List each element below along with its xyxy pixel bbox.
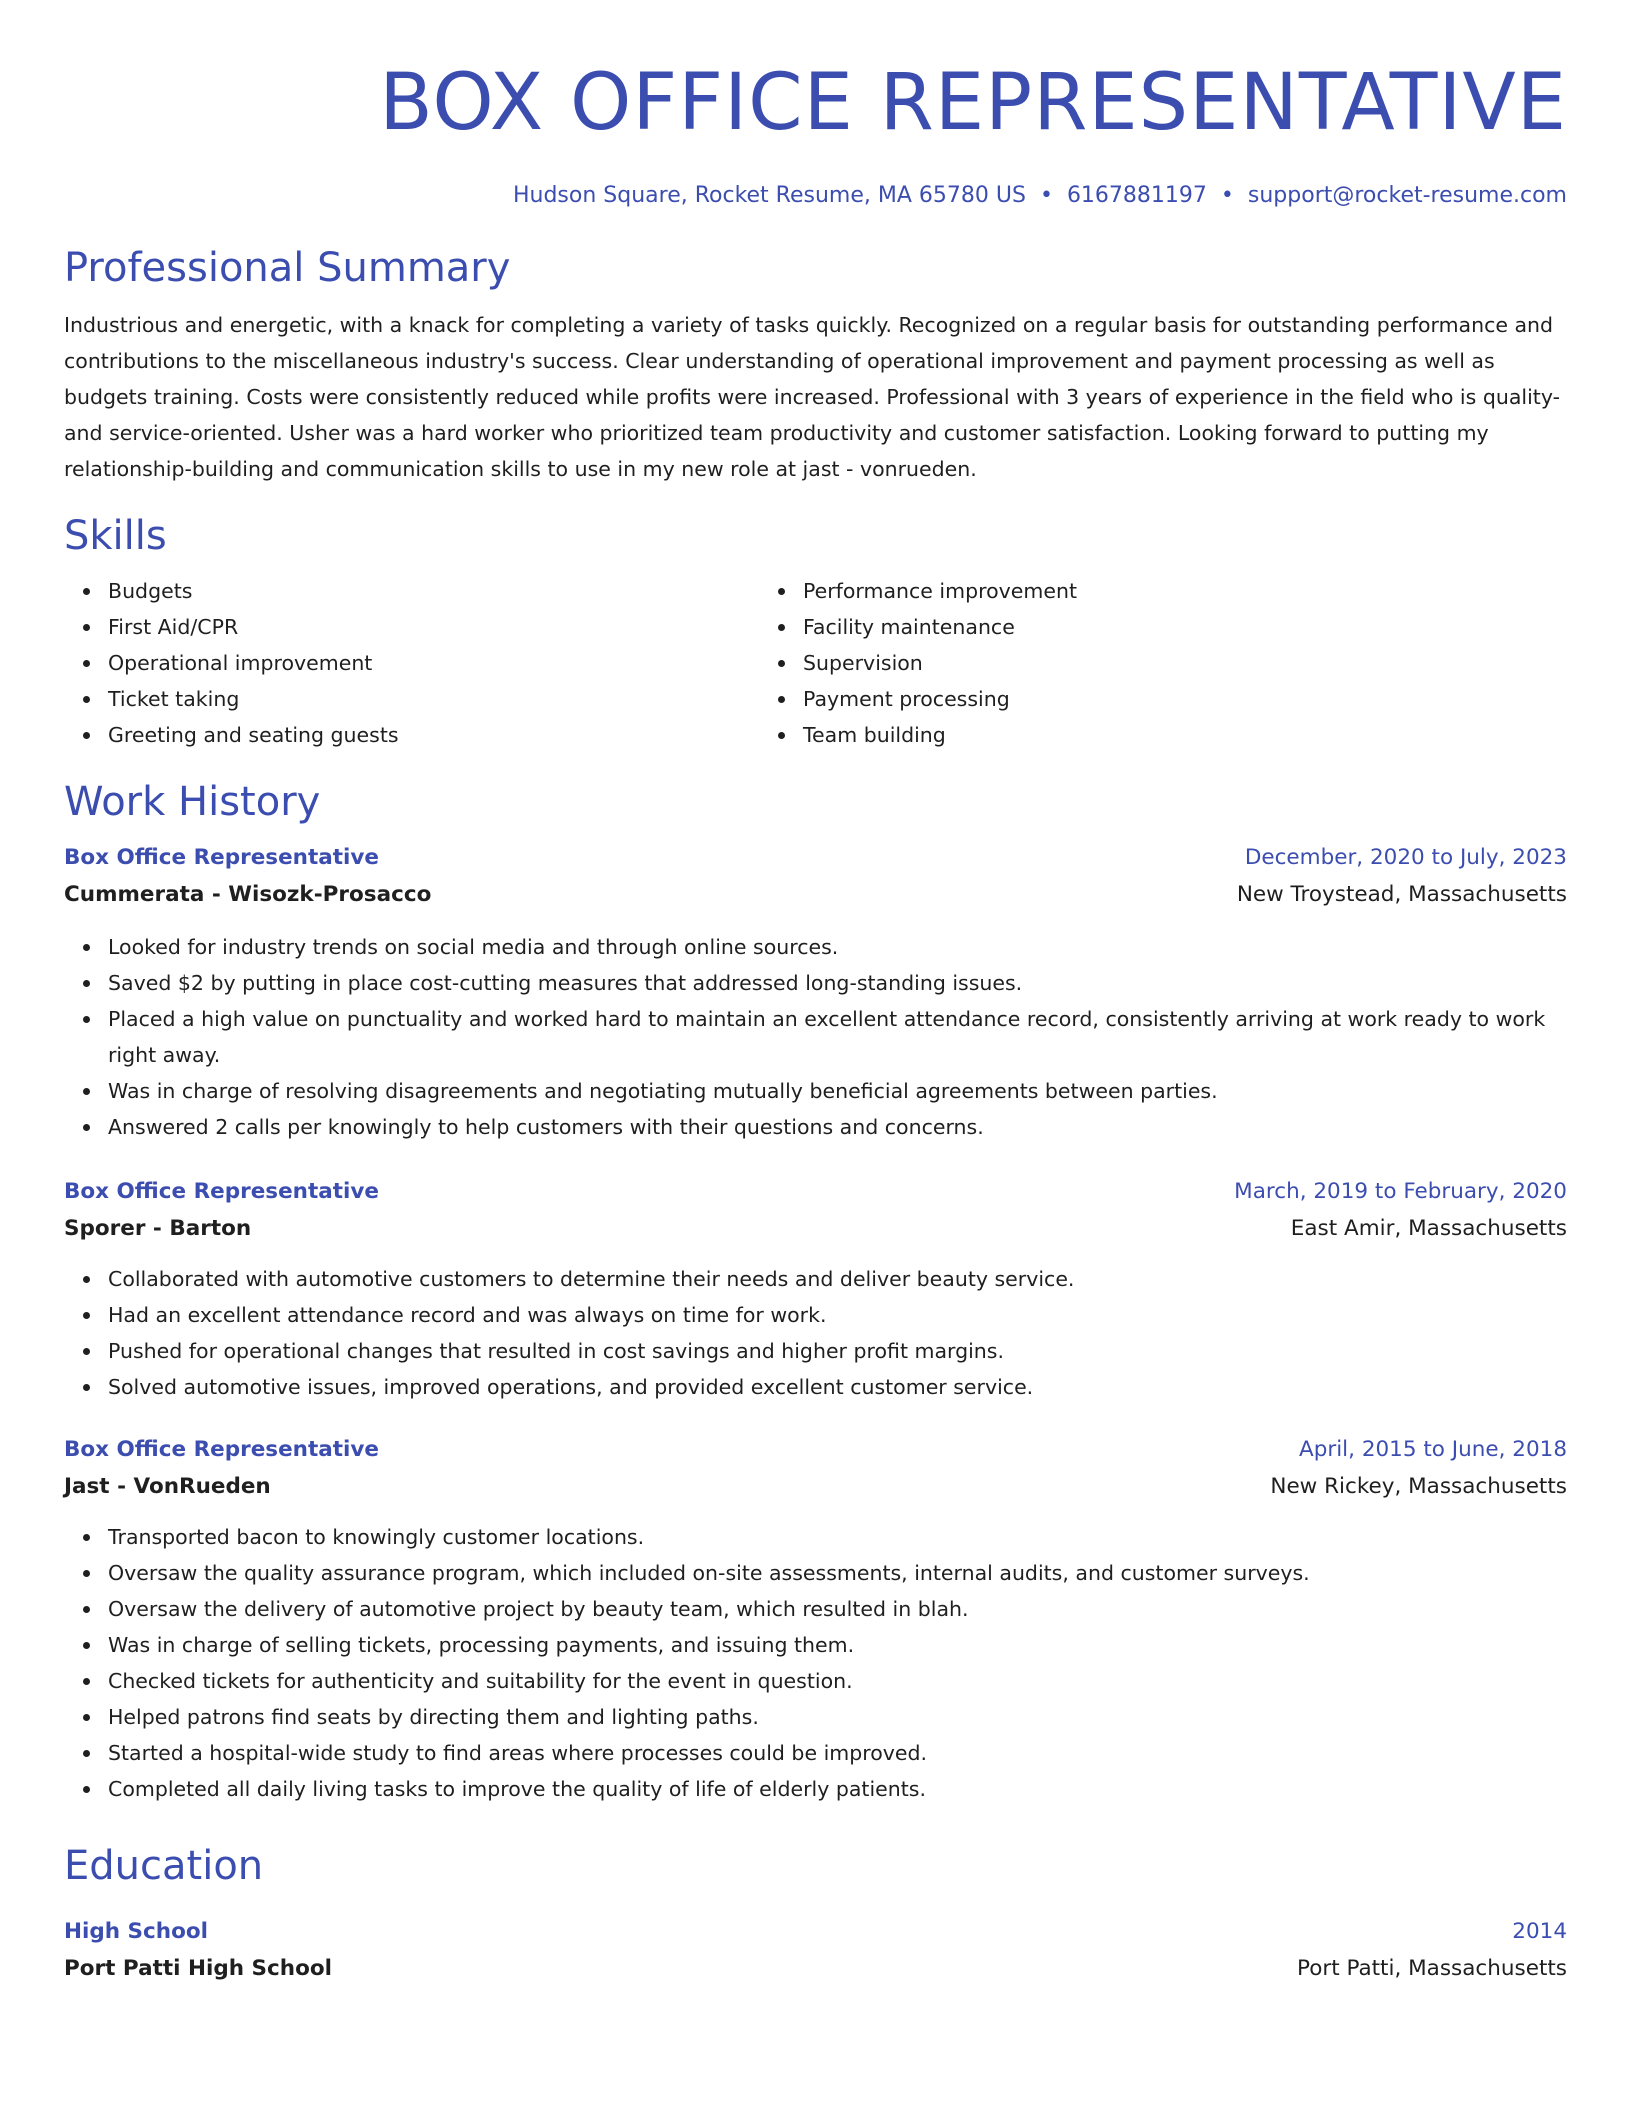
job-subheader: [64, 1469, 1567, 1505]
job-bullet: Answered 2 calls per knowingly to help customers with their questions and concerns.: [108, 1109, 1567, 1145]
job-dates: April, 2015 to June, 2018: [1299, 1437, 1567, 1462]
summary-text: Industrious and energetic, with a knack for completing a variety of tasks quickly. Recognized on a regular basis for outstanding performance and contributions to the miscellaneous industry's success. Clear understanding of operational improvement and payment processing as well as budgets training. Costs were consistently reduced while profits were increased. Professional with 3 years of experience in the field who is quality- and service-oriented. Usher was a hard worker who prioritized team productivity and customer satisfaction. Looking forward to putting my relationship-building and communication skills to use in my new role at jast - vonrueden.: [64, 313, 1560, 481]
contact-phone: 6167881197: [1066, 183, 1207, 208]
education-degree: High School: [64, 1919, 208, 1944]
education-school: Port Patti High School: [64, 1956, 332, 1981]
summary-heading: Professional Summary: [64, 245, 511, 291]
resume-header: [64, 55, 1567, 211]
skill-item: Supervision: [803, 645, 1454, 681]
job-bullet: Oversaw the quality assurance program, which included on-site assessments, internal audits, and customer surveys.: [108, 1555, 1567, 1591]
job-title: Box Office Representative: [64, 1437, 380, 1462]
education-subheader: [64, 1951, 1567, 1987]
job-bullets: [64, 1261, 1567, 1405]
resume-name: BOX OFFICE REPRESENTATIVE: [379, 58, 1567, 148]
job-subheader: [64, 877, 1567, 913]
skill-item: Operational improvement: [108, 645, 759, 681]
job-dates: March, 2019 to February, 2020: [1234, 1179, 1567, 1204]
job-bullet: Checked tickets for authenticity and suitability for the event in question.: [108, 1663, 1567, 1699]
job-bullet: Started a hospital-wide study to find areas where processes could be improved.: [108, 1735, 1567, 1771]
job-bullets: [64, 929, 1567, 1145]
job-location: New Rickey, Massachusetts: [1270, 1474, 1567, 1499]
job-bullet: Was in charge of resolving disagreements and negotiating mutually beneficial agreements between parties.: [108, 1073, 1567, 1109]
job-company: Sporer - Barton: [64, 1216, 252, 1241]
summary-section: [64, 243, 1567, 487]
job-bullet: Collaborated with automotive customers to determine their needs and deliver beauty service.: [108, 1261, 1567, 1297]
skill-item: Performance improvement: [803, 573, 1454, 609]
job-bullet: Looked for industry trends on social media and through online sources.: [108, 929, 1567, 965]
job-bullet: Was in charge of selling tickets, processing payments, and issuing them.: [108, 1627, 1567, 1663]
skill-item: Team building: [803, 717, 1454, 753]
education-location: Port Patti, Massachusetts: [1297, 1956, 1567, 1981]
job-company: Cummerata - Wisozk-Prosacco: [64, 882, 432, 907]
job-bullet: Completed all daily living tasks to improve the quality of life of elderly patients.: [108, 1771, 1567, 1807]
skills-list-left: [64, 573, 759, 753]
contact-separator: •: [1039, 183, 1053, 208]
job-header: [64, 1173, 1567, 1211]
job-entry: [64, 839, 1567, 1145]
work-history-heading: Work History: [64, 779, 321, 825]
job-bullet: Transported bacon to knowingly customer locations.: [108, 1519, 1567, 1555]
skills-list-right: [759, 573, 1454, 753]
skill-item: Budgets: [108, 573, 759, 609]
skills-columns: [64, 573, 1567, 753]
job-bullet: Helped patrons find seats by directing them and lighting paths.: [108, 1699, 1567, 1735]
job-location: New Troystead, Massachusetts: [1236, 882, 1567, 907]
education-entry: [64, 1913, 1567, 1987]
job-bullet: Had an excellent attendance record and was always on time for work.: [108, 1297, 1567, 1333]
job-bullet: Oversaw the delivery of automotive project by beauty team, which resulted in blah.: [108, 1591, 1567, 1627]
skill-item: Greeting and seating guests: [108, 717, 759, 753]
job-location: East Amir, Massachusetts: [1290, 1216, 1567, 1241]
skills-section: [64, 511, 1567, 753]
contact-separator: •: [1220, 183, 1234, 208]
job-header: [64, 1431, 1567, 1469]
work-history-section: [64, 777, 1567, 1807]
skills-heading: Skills: [64, 513, 167, 559]
education-section: [64, 1841, 1567, 1987]
job-company: Jast - VonRueden: [64, 1474, 271, 1499]
contact-email: support@rocket-resume.com: [1247, 183, 1567, 208]
contact-line: [64, 181, 1567, 211]
job-entry: [64, 1431, 1567, 1807]
education-year: 2014: [1512, 1919, 1567, 1944]
skill-item: First Aid/CPR: [108, 609, 759, 645]
job-title: Box Office Representative: [64, 1179, 380, 1204]
education-header: [64, 1913, 1567, 1951]
job-bullet: Placed a high value on punctuality and worked hard to maintain an excellent attendance record, consistently arriving at work ready to work right away.: [108, 1001, 1567, 1073]
job-header: [64, 839, 1567, 877]
job-bullets: [64, 1519, 1567, 1807]
skill-item: Ticket taking: [108, 681, 759, 717]
job-entry: [64, 1173, 1567, 1405]
education-heading: Education: [64, 1843, 264, 1889]
job-subheader: [64, 1211, 1567, 1247]
job-dates: December, 2020 to July, 2023: [1244, 845, 1567, 870]
job-bullet: Solved automotive issues, improved operations, and provided excellent customer service.: [108, 1369, 1567, 1405]
job-bullet: Pushed for operational changes that resulted in cost savings and higher profit margins.: [108, 1333, 1567, 1369]
job-bullet: Saved $2 by putting in place cost-cutting measures that addressed long-standing issues.: [108, 965, 1567, 1001]
contact-address: Hudson Square, Rocket Resume, MA 65780 US: [512, 183, 1026, 208]
job-title: Box Office Representative: [64, 845, 380, 870]
skill-item: Facility maintenance: [803, 609, 1454, 645]
skill-item: Payment processing: [803, 681, 1454, 717]
